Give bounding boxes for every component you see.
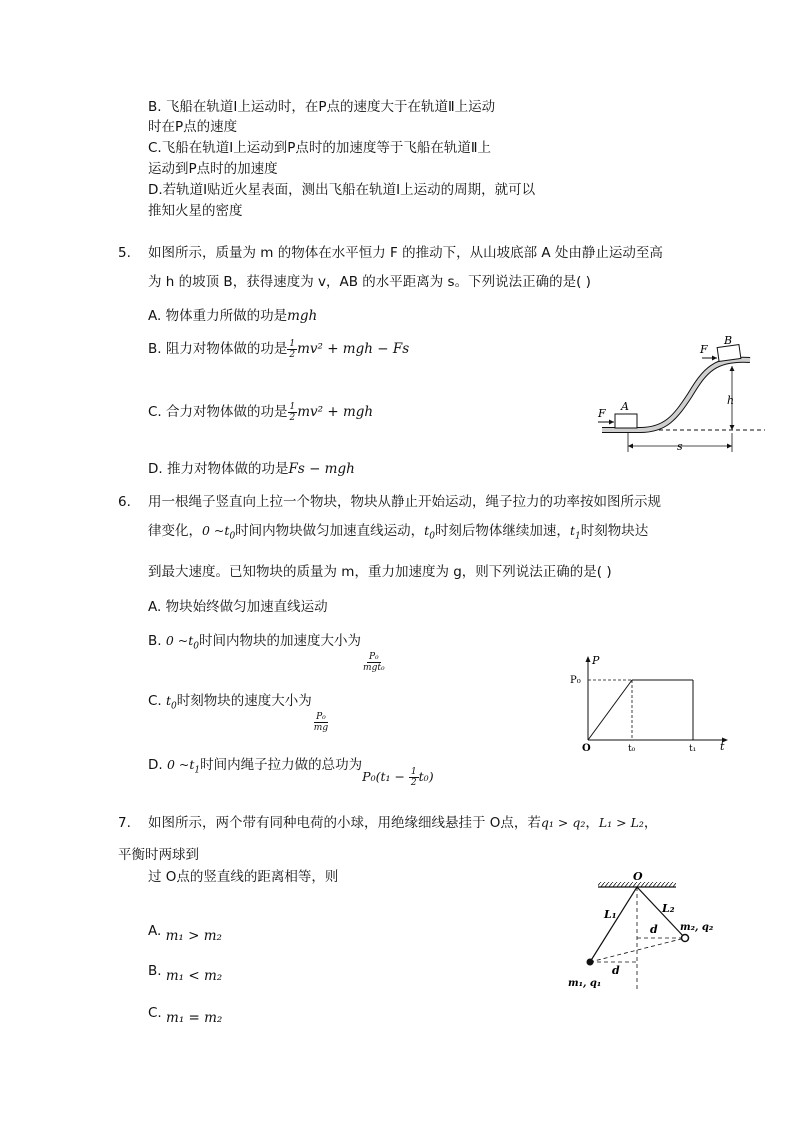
q6-option-d-text: 时间内绳子拉力做的总功为 (200, 757, 363, 773)
q7-pendulum-figure (560, 868, 735, 993)
q6-option-d-math: 0 ~t (166, 757, 195, 772)
frac-num: P₀ (316, 712, 326, 722)
q5-number: 5. (118, 245, 131, 261)
ball-2 (682, 935, 689, 942)
q6-line2-sub2: 0 (429, 531, 435, 542)
y-axis-label: P (592, 654, 600, 667)
q5-stem-line1: 如图所示，质量为 m 的物体在水平恒力 F 的推动下，从山坡底部 A 处由静止运动至高 (148, 245, 663, 261)
q5-option-b (148, 335, 409, 363)
q7-condition-l: L₁ > L₂ (598, 815, 644, 830)
q5-option-d (148, 460, 355, 478)
q5-option-c-math: mv² + mgh (297, 404, 374, 420)
q6-option-d-label: D. (148, 757, 163, 773)
q7-option-a-label: A. (148, 923, 162, 939)
p0-label: P₀ (570, 675, 581, 686)
ramp-line (588, 680, 632, 740)
height-arrow-bottom (730, 425, 735, 430)
q7-option-b-math: m₁ < m₂ (165, 968, 223, 984)
q4-option-c-line1: C.飞船在轨道Ⅰ上运动到P点时的加速度等于飞船在轨道Ⅱ上 (148, 140, 491, 156)
point-o-label: O (633, 870, 643, 883)
q5-option-c (148, 398, 373, 426)
label-s: s (677, 440, 683, 453)
q5-option-a-math: mgh (287, 308, 318, 324)
q6-option-b-frac (361, 652, 387, 673)
q4-option-d-line1: D.若轨道Ⅰ贴近火星表面，测出飞船在轨道Ⅰ上运动的周期，就可以 (148, 182, 536, 198)
q6-option-d-expr-post: t₀) (418, 769, 434, 784)
q7-option-b (148, 958, 222, 984)
y-axis-arrow (586, 656, 591, 662)
q7-separator: ， (585, 815, 599, 831)
frac-den: mgt₀ (363, 663, 385, 673)
q6-line2-sub1: 0 (229, 531, 236, 542)
q6-option-d-frac (409, 767, 419, 788)
frac-num: 1 (410, 766, 417, 777)
force-arrow-a-head (609, 420, 614, 425)
q6-line2-math1: 0 ~t (202, 523, 230, 538)
q4-option-c-line2: 运动到P点时的加速度 (148, 161, 278, 177)
label-h: h (727, 394, 735, 407)
q6-option-b-math: 0 ~t (165, 633, 194, 648)
q5-option-b-label: B. 阻力对物体做的功是 (148, 341, 288, 357)
s-arrow-right (727, 444, 732, 449)
frac-den: 2 (289, 349, 296, 360)
q4-option-b-line2: 时在P点的速度 (148, 119, 238, 135)
q5-option-b-frac (287, 339, 297, 360)
label-ball1: m₁, q₁ (568, 978, 602, 989)
q7-option-a (148, 918, 222, 944)
origin-label: O (582, 743, 591, 752)
q5-slope-figure (590, 330, 775, 460)
label-f2: F (700, 343, 708, 356)
q5-option-d-label: D. 推力对物体做的功是 (148, 461, 289, 477)
q6-stem-line1: 用一根绳子竖直向上拉一个物块，物块从静止开始运动，绳子拉力的功率按如图所示规 (148, 494, 661, 510)
q5-stem-line2: 为 h 的坡顶 B，获得速度为 v，AB 的水平距离为 s。下列说法正确的是( ) (148, 274, 591, 290)
label-b: B (724, 334, 733, 347)
force-arrow-b-head (712, 356, 717, 361)
string-l1 (590, 887, 637, 962)
q7-stem-line2: 平衡时两球到 (118, 847, 199, 863)
q6-power-graph (568, 652, 738, 752)
x-axis-label: t (720, 740, 725, 752)
q6-option-c-math: t (166, 693, 172, 708)
q6-stem-line3: 到最大速度。已知物块的质量为 m，重力加速度为 g，则下列说法正确的是( ) (148, 564, 612, 580)
height-arrow-top (730, 366, 735, 371)
q6-option-b-label: B. (148, 633, 162, 649)
q6-option-c-frac (312, 712, 330, 733)
q7-stem-line1 (148, 814, 657, 832)
q7-stem-line3: 过 O点的竖直线的距离相等，则 (148, 869, 339, 885)
string-l2 (637, 887, 685, 938)
q6-line2-math3: t (569, 523, 575, 538)
block-a (615, 414, 637, 428)
q6-line2-text-d: 时刻物块达 (580, 523, 649, 539)
q7-condition-q: q₁ > q₂ (540, 815, 586, 830)
q6-option-b-text: 时间内物块的加速度大小为 (199, 633, 362, 649)
q5-option-b-math: mv² + mgh − Fs (297, 341, 410, 357)
q7-option-b-label: B. (148, 963, 162, 979)
q7-option-c-math: m₁ = m₂ (166, 1010, 223, 1026)
q6-line2-math2: t (424, 523, 430, 538)
q6-option-c-label: C. (148, 693, 162, 709)
frac-den: mg (313, 723, 329, 733)
q4-option-d-line2: 推知火星的密度 (148, 203, 243, 219)
t0-label: t₀ (628, 744, 636, 752)
label-ball2: m₂, q₂ (680, 922, 714, 933)
frac-den: 2 (289, 412, 296, 423)
q6-option-b (148, 626, 387, 673)
q6-option-d (148, 750, 434, 786)
q7-option-c (148, 1000, 222, 1026)
q7-option-a-math: m₁ > m₂ (165, 928, 222, 944)
q7-comma: ， (643, 815, 658, 831)
q6-option-c-sub: 0 (171, 701, 177, 712)
q6-line2-text-c: 时刻后物体继续加速， (434, 523, 570, 539)
t1-label: t₁ (689, 744, 697, 752)
q5-option-c-label: C. 合力对物体做的功是 (148, 404, 288, 420)
label-a: A (621, 400, 629, 413)
q6-number: 6. (118, 494, 131, 510)
q5-option-a-label: A. 物体重力所做的功是 (148, 308, 288, 324)
s-arrow-left (628, 444, 633, 449)
q6-line2-sub3: 1 (574, 531, 581, 542)
q7-line1-text: 如图所示，两个带有同种电荷的小球，用绝缘细线悬挂于 O点，若 (148, 815, 541, 831)
q5-option-d-math: Fs − mgh (288, 461, 355, 477)
block-b (717, 345, 741, 362)
q6-stem-line2 (148, 522, 648, 546)
label-l2: L₂ (662, 902, 675, 915)
ball-connect-line (590, 938, 685, 962)
label-d2: d (650, 923, 658, 936)
q4-option-b-line1: B. 飞船在轨道Ⅰ上运动时，在P点的速度大于在轨道Ⅱ上运动 (148, 99, 496, 115)
q6-line2-text-b: 时间内物块做匀加速直线运动， (235, 523, 425, 539)
q6-option-a: A. 物块始终做匀加速直线运动 (148, 599, 328, 615)
label-d1: d (612, 964, 620, 977)
q6-line2-text-a: 律变化， (148, 523, 202, 539)
frac-den: 2 (410, 777, 417, 788)
q6-option-d-expr-pre: P₀(t₁ − (362, 769, 409, 784)
q5-option-a (148, 307, 317, 325)
q5-option-c-frac (288, 402, 298, 423)
frac-num: 1 (289, 338, 296, 349)
label-l1: L₁ (604, 908, 617, 921)
q6-option-c-text: 时刻物块的速度大小为 (176, 693, 312, 709)
ball-1 (587, 959, 594, 966)
q6-option-b-sub: 0 (193, 641, 200, 652)
q6-option-c (148, 686, 330, 733)
q7-number: 7. (118, 815, 131, 831)
frac-num: 1 (289, 401, 296, 412)
frac-num: P₀ (368, 652, 379, 662)
label-f1: F (598, 407, 606, 420)
q6-option-d-sub: 1 (194, 765, 201, 776)
q7-option-c-label: C. (148, 1005, 162, 1021)
